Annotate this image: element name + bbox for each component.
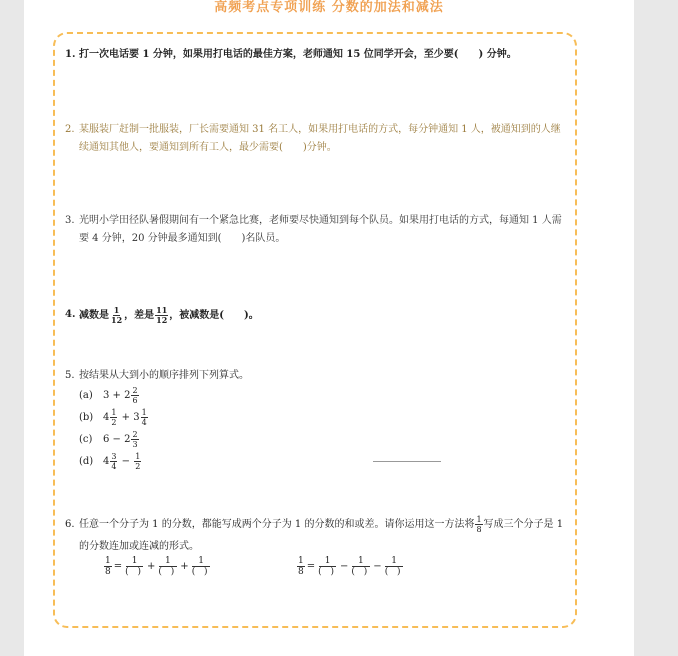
text-part: 写成三个分子是 1 的分数连加或连减的形式。 [79, 519, 564, 552]
numerator: 1 [352, 556, 370, 567]
question-4 [65, 306, 565, 325]
denominator-blank[interactable]: ( ) [318, 567, 338, 577]
numerator: 3 [111, 452, 117, 461]
numerator: 1 [113, 305, 120, 315]
denominator-blank[interactable]: ( ) [191, 567, 211, 577]
fraction [131, 430, 138, 449]
numerator: 1 [192, 556, 210, 567]
blank-fraction[interactable] [123, 556, 146, 577]
numerator: 1 [159, 556, 177, 567]
question-text: 光明小学田径队暑假期间有一个紧急比赛，老师要尽快通知到每个队员。如果用打电话的方式，每通知 1 人需要 4 分钟，20 分钟最多通知到( )名队员。 [79, 215, 562, 244]
numerator: 1 [298, 556, 304, 566]
expr-part: − [118, 456, 134, 467]
plus-sign: + [147, 561, 156, 572]
numerator: 1 [385, 556, 403, 567]
numerator: 1 [319, 556, 337, 567]
denominator: 6 [132, 396, 138, 405]
fraction [141, 408, 148, 427]
option-b [79, 408, 149, 426]
equation-difference [296, 556, 406, 577]
question-text [79, 306, 565, 325]
blank-fraction[interactable] [316, 556, 339, 577]
equals-sign: = [306, 561, 316, 572]
denominator: 3 [132, 440, 138, 449]
blank-fraction[interactable] [156, 556, 179, 577]
plus-sign: + [180, 561, 189, 572]
fraction [110, 408, 117, 427]
question-number: 1. [65, 49, 76, 60]
answer-line[interactable] [373, 461, 441, 462]
question-3 [65, 212, 565, 248]
denominator-blank[interactable]: ( ) [158, 567, 178, 577]
option-a [79, 386, 140, 404]
option-d [79, 452, 142, 470]
question-2 [65, 121, 565, 157]
question-number: 6. [65, 519, 75, 530]
fraction [155, 306, 168, 325]
text-part: 减数是 [79, 310, 109, 321]
question-number: 4. [65, 309, 76, 320]
denominator-blank[interactable]: ( ) [384, 567, 404, 577]
question-number: 2. [65, 124, 75, 135]
option-label: (c) [79, 434, 93, 445]
fraction [110, 306, 123, 325]
option-c [79, 430, 140, 448]
expr-part: 4 [103, 456, 110, 467]
blank-fraction[interactable] [190, 556, 213, 577]
denominator: 2 [111, 418, 117, 427]
option-label: (a) [79, 390, 93, 401]
fraction [475, 515, 482, 534]
fraction [104, 556, 112, 577]
denominator: 4 [141, 418, 147, 427]
fraction [131, 386, 138, 405]
numerator: 1 [141, 408, 147, 417]
denominator-blank[interactable]: ( ) [351, 567, 371, 577]
text-part: 任意一个分子为 1 的分数，都能写成两个分子为 1 的分数的和或差。请你运用这一方法将 [79, 519, 475, 530]
option-label: (d) [79, 456, 94, 467]
question-1 [65, 46, 565, 64]
denominator: 2 [135, 462, 141, 471]
expr-part: + 3 [118, 412, 140, 423]
question-text: 某服装厂赶制一批服装，厂长需要通知 31 名工人，如果用打电话的方式，每分钟通知 1 人，被通知到的人继续通知其他人，要通知到所有工人，最少需要( )分钟。 [79, 124, 561, 153]
denominator: 12 [156, 315, 168, 325]
numerator: 1 [476, 515, 482, 524]
question-number: 5. [65, 370, 75, 381]
blank-fraction[interactable] [383, 556, 406, 577]
question-text [79, 514, 565, 558]
question-text: 按结果从大到小的顺序排列下列算式。 [79, 370, 249, 381]
page-title: 高频考点专项训练 分数的加法和减法 [214, 0, 444, 15]
numerator: 2 [132, 430, 138, 439]
denominator: 12 [111, 315, 123, 325]
option-label: (b) [79, 412, 94, 423]
question-5 [65, 367, 565, 471]
denominator: 8 [105, 567, 111, 577]
equation-sum [103, 556, 213, 577]
expr-part: 6 − 2 [103, 434, 131, 445]
numerator: 1 [111, 408, 117, 417]
minus-sign: − [340, 561, 349, 572]
numerator: 11 [156, 305, 168, 315]
text-part: ，被减数是( )。 [169, 310, 259, 321]
equals-sign: = [113, 561, 123, 572]
minus-sign: − [373, 561, 382, 572]
expr-part: 3 + 2 [103, 390, 131, 401]
text-part: ，差是 [124, 310, 155, 321]
question-text: 打一次电话要 1 分钟，如果用打电话的最佳方案，老师通知 15 位同学开会，至少要( ) 分钟。 [79, 49, 517, 60]
blank-fraction[interactable] [349, 556, 372, 577]
expr-part: 4 [103, 412, 110, 423]
denominator-blank[interactable]: ( ) [125, 567, 145, 577]
fraction [134, 452, 141, 471]
question-number: 3. [65, 215, 75, 226]
numerator: 2 [132, 386, 138, 395]
numerator: 1 [135, 452, 141, 461]
question-6 [65, 514, 565, 558]
fraction [297, 556, 305, 577]
numerator: 1 [126, 556, 144, 567]
fraction [110, 452, 117, 471]
denominator: 8 [476, 525, 482, 534]
denominator: 4 [111, 462, 117, 471]
numerator: 1 [105, 556, 111, 566]
denominator: 8 [298, 567, 304, 577]
